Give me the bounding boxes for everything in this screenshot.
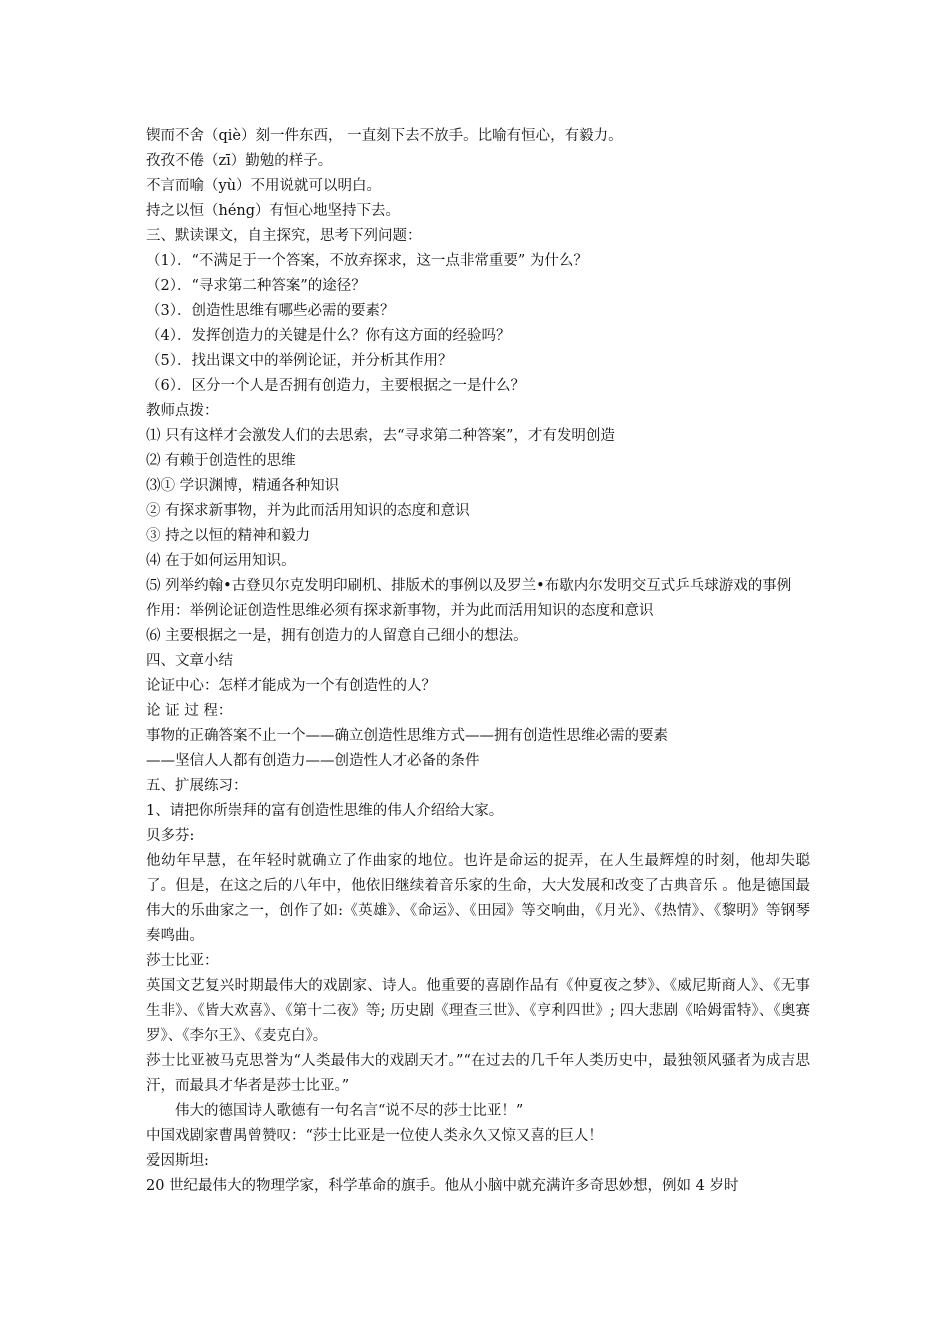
answer-item: ⑸ 列举约翰•古登贝尔克发明印刷机、排版术的事例以及罗兰•布歇内尔发明交互式乒乓球游戏的事例	[146, 578, 792, 594]
document-page	[146, 124, 810, 1199]
beethoven-name: 贝多芬:	[146, 828, 195, 844]
answer-item: ⑵ 有赖于创造性的思维	[146, 453, 296, 469]
einstein-bio: 20 世纪最伟大的物理学家，科学革命的旗手。他从小脑中就充满许多奇思妙想，例如 4 岁时	[146, 1178, 739, 1194]
vocab-line: 不言而喻（yù）不用说就可以明白。	[146, 178, 382, 194]
marx-quote: 莎士比亚被马克思誉为“人类最伟大的戏剧天才。”“在过去的几千年人类历史中，最独领风骚者为成吉思汗，而最具才华者是莎士比亚。”	[146, 1053, 810, 1094]
shakespeare-name: 莎士比亚：	[146, 953, 219, 969]
exercise-task: 1、请把你所崇拜的富有创造性思维的伟人介绍给大家。	[146, 803, 504, 819]
section-5-heading: 五、扩展练习：	[146, 778, 248, 794]
goethe-quote: 伟大的德国诗人歌德有一句名言“说不尽的莎士比亚！”	[175, 1103, 524, 1119]
question-item: （5）．找出课文中的举例论证，并分析其作用？	[146, 353, 453, 369]
caoyu-quote: 中国戏剧家曹禺曾赞叹：“莎士比亚是一位使人类永久又惊又喜的巨人！	[146, 1128, 603, 1144]
einstein-name: 爱因斯坦:	[146, 1153, 209, 1169]
argument-center: 论证中心：怎样才能成为一个有创造性的人？	[146, 678, 436, 694]
question-item: （6）．区分一个人是否拥有创造力，主要根据之一是什么？	[146, 378, 525, 394]
shakespeare-bio: 英国文艺复兴时期最伟大的戏剧家、诗人。他重要的喜剧作品有《仲夏夜之梦》、《威尼斯商人》、《无事生非》、《皆大欢喜》、《第十二夜》等; 历史剧《理查三世》、《亨利四世》; 四大悲剧《哈姆雷特》、《奥赛罗》、《李尔王》、《麦克白》。	[146, 978, 810, 1044]
teacher-guidance-heading: 教师点拨：	[146, 403, 219, 419]
argument-process-line: ——坚信人人都有创造力——创造性人才必备的条件	[146, 753, 480, 769]
answer-item: ② 有探求新事物，并为此而活用知识的态度和意识	[146, 503, 470, 519]
section-3-heading: 三、默读课文，自主探究，思考下列问题：	[146, 228, 422, 244]
question-item: （4）．发挥创造力的关键是什么？你有这方面的经验吗？	[146, 328, 511, 344]
answer-item: ⑷ 在于如何运用知识。	[146, 553, 296, 569]
answer-item: ③ 持之以恒的精神和毅力	[146, 528, 311, 544]
argument-process-label: 论 证 过 程：	[146, 703, 233, 719]
beethoven-bio: 他幼年早慧，在年轻时就确立了作曲家的地位。也许是命运的捉弄，在人生最辉煌的时刻，他却失聪了。但是，在这之后的八年中，他依旧继续着音乐家的生命，大大发展和改变了古典音乐 。他是德国最伟大的乐曲家之一，创作了如:《英雄》、《命运》、《田园》等交响曲，《月光》、《热情》、《黎明》等钢琴奏鸣曲。	[146, 853, 810, 944]
question-item: （3）．创造性思维有哪些必需的要素？	[146, 303, 395, 319]
vocab-line: 孜孜不倦（zī）勤勉的样子。	[146, 153, 333, 169]
answer-item: ⑶① 学识渊博，精通各种知识	[146, 478, 340, 494]
argument-process-line: 事物的正确答案不止一个——确立创造性思维方式——拥有创造性思维必需的要素	[146, 728, 668, 744]
answer-item: ⑴ 只有这样才会激发人们的去思索，去“寻求第二种答案”，才有发明创造	[146, 428, 615, 444]
answer-item: 作用：举例论证创造性思维必须有探求新事物，并为此而活用知识的态度和意识	[146, 603, 654, 619]
section-4-heading: 四、文章小结	[146, 653, 233, 669]
question-item: （2）．“寻求第二种答案”的途径？	[146, 278, 366, 294]
answer-item: ⑹ 主要根据之一是，拥有创造力的人留意自己细小的想法。	[146, 628, 528, 644]
question-item: （1）．“不满足于一个答案，不放弃探求，这一点非常重要” 为什么？	[146, 253, 588, 269]
vocab-line: 持之以恒（héng）有恒心地坚持下去。	[146, 203, 401, 219]
vocab-line: 锲而不舍（qiè）刻一件东西， 一直刻下去不放手。比喻有恒心，有毅力。	[146, 128, 623, 144]
